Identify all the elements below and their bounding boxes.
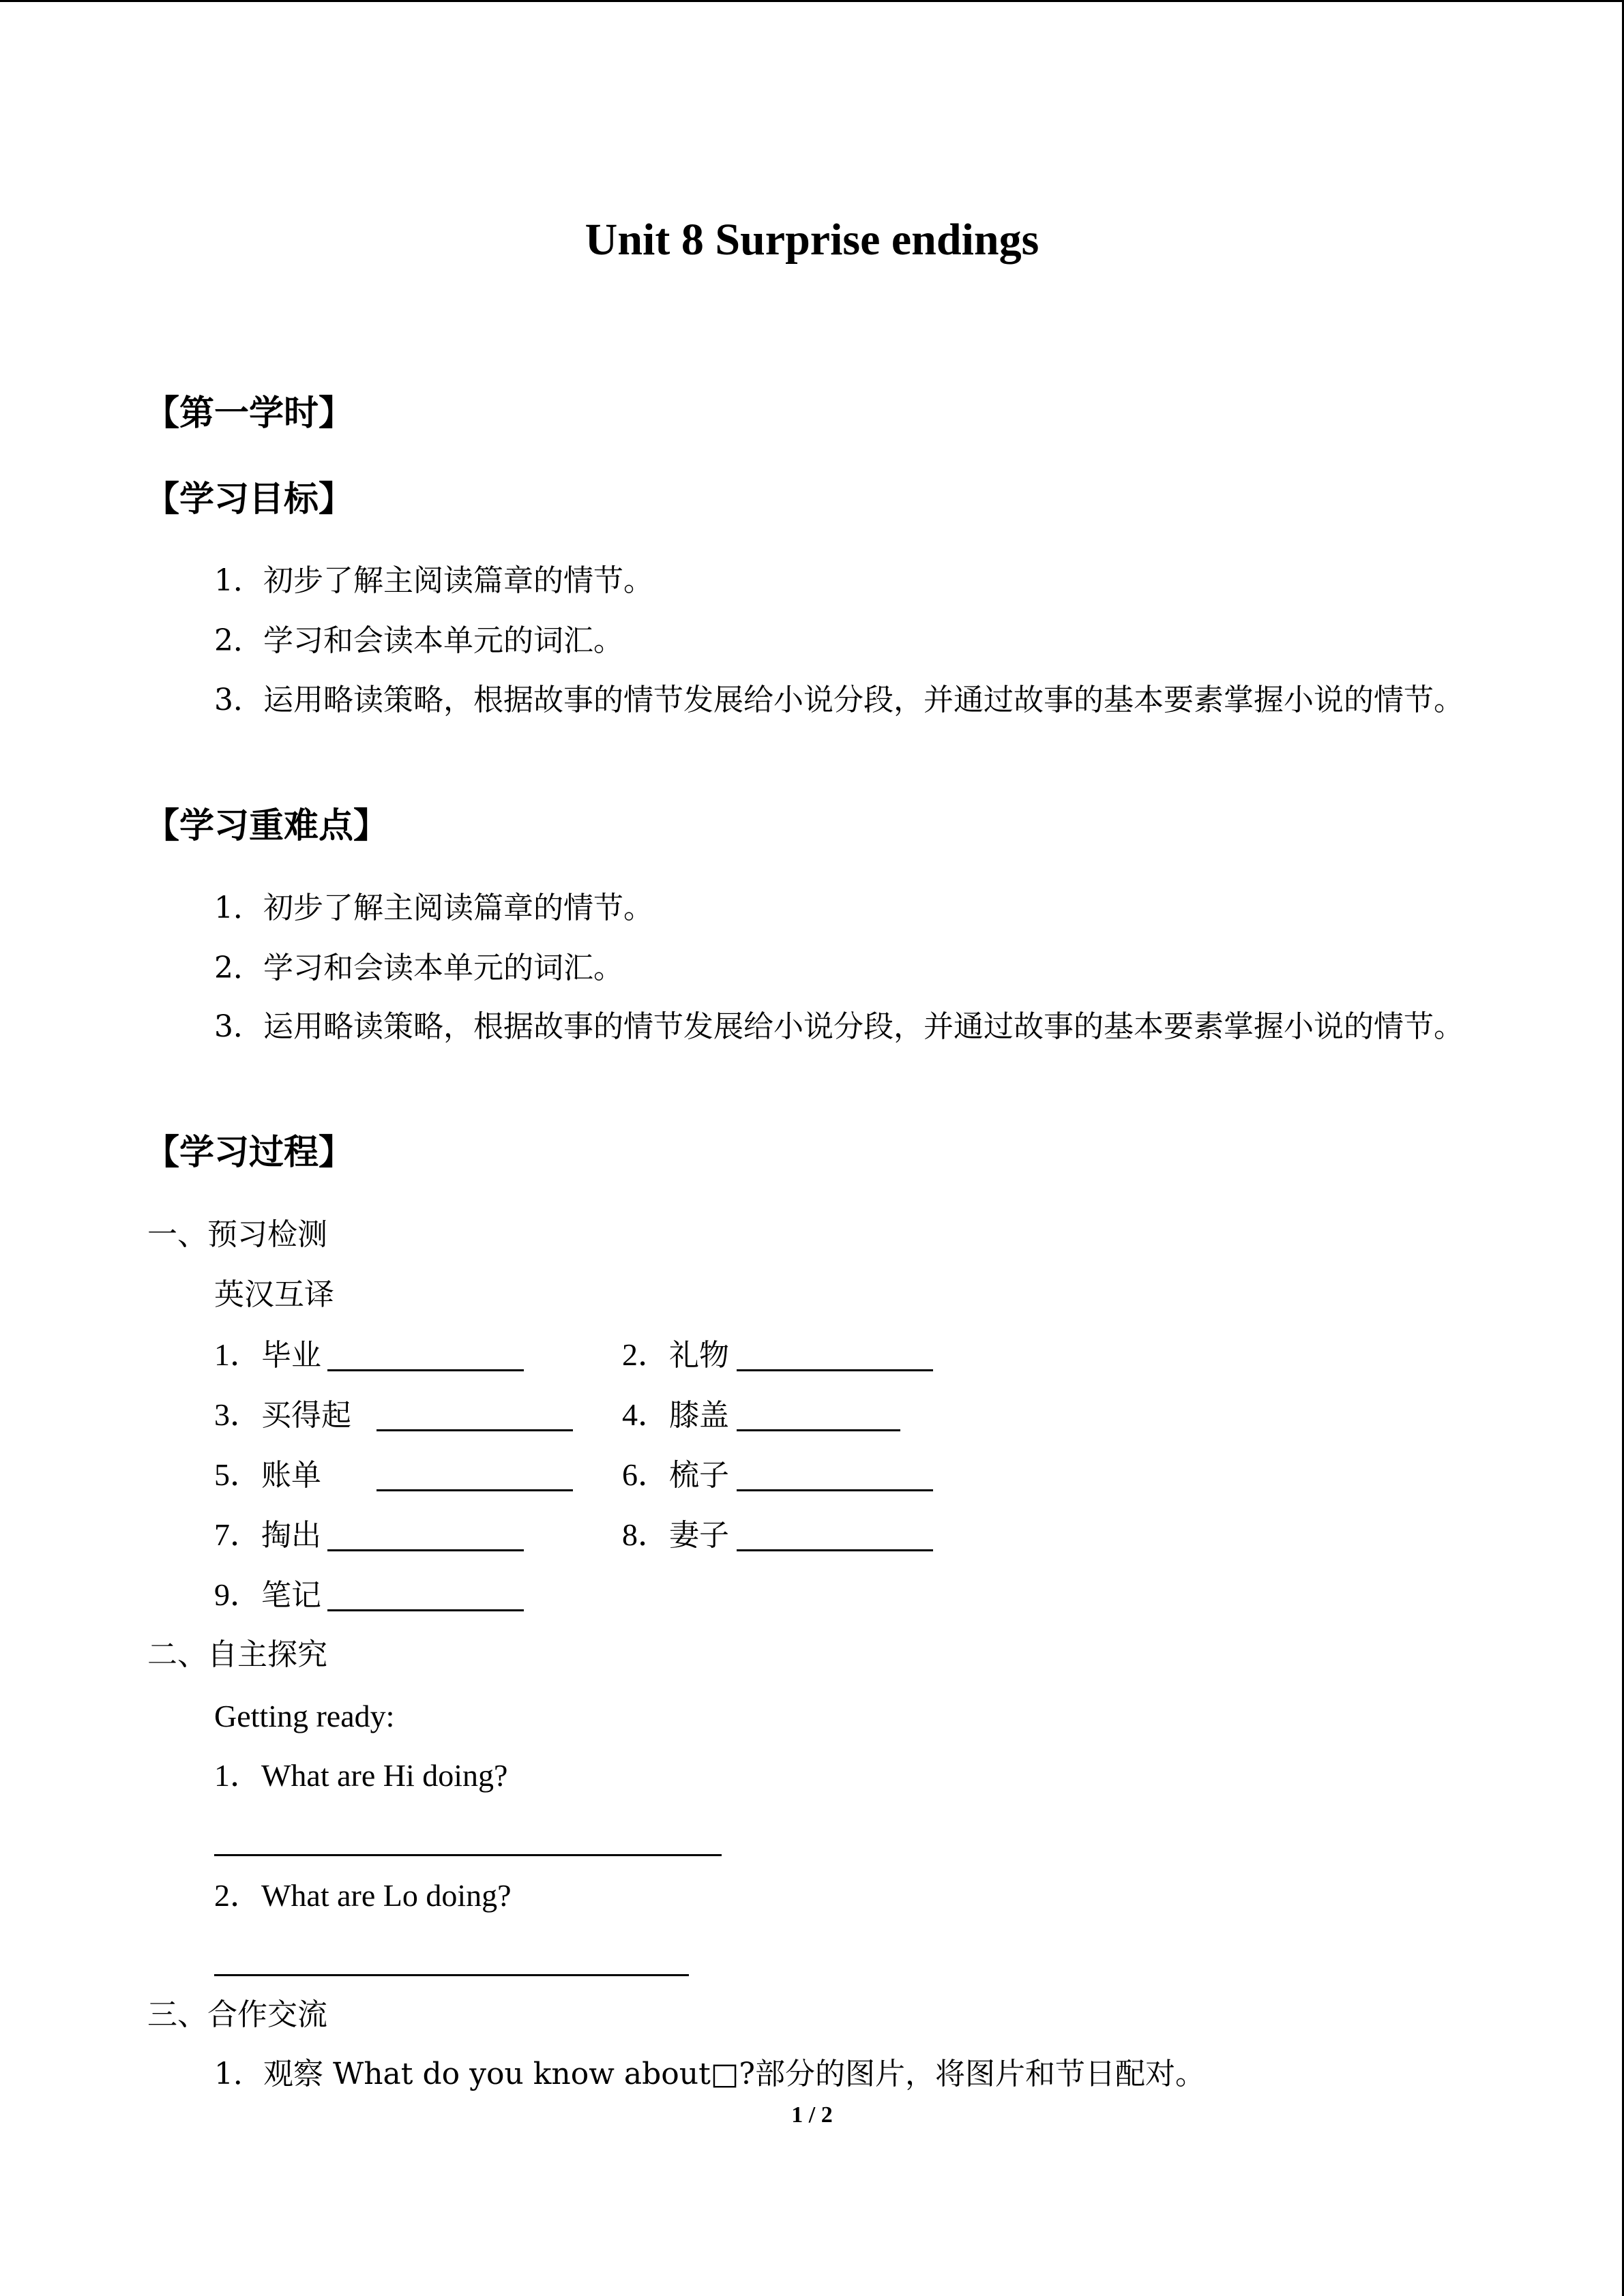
vocab-word: 毕业 (261, 1338, 321, 1373)
page-border-top (0, 0, 1624, 2)
vocab-item-2 (622, 1335, 729, 1376)
answer-blank-4[interactable] (737, 1429, 900, 1431)
vocab-item-4 (622, 1395, 729, 1436)
vocab-item-1 (214, 1335, 321, 1376)
section-3-title: 三、合作交流 (147, 1997, 327, 2032)
objective-item-3: 3．运用略读策略，根据故事的情节发展给小说分段，并通过故事的基本要素掌握小说的情节。 (214, 683, 1464, 717)
vocab-number: 8． (622, 1517, 669, 1552)
objective-item-2: 2．学习和会读本单元的词汇。 (214, 623, 623, 658)
vocab-number: 3． (214, 1397, 261, 1432)
vocab-item-9 (214, 1575, 321, 1616)
vocab-number: 6． (622, 1457, 669, 1492)
vocab-word: 梳子 (669, 1458, 729, 1493)
vocab-number: 5． (214, 1457, 261, 1492)
vocab-number: 2． (622, 1337, 669, 1372)
vocab-word: 掏出 (261, 1518, 321, 1553)
answer-blank-8[interactable] (737, 1549, 933, 1551)
vocab-item-7 (214, 1515, 321, 1556)
vocab-number: 9． (214, 1577, 261, 1612)
answer-blank-5[interactable] (377, 1489, 573, 1491)
section-1-title: 一、预习检测 (147, 1217, 327, 1252)
vocab-item-3 (214, 1395, 351, 1436)
heading-objectives: 【学习目标】 (145, 479, 354, 520)
answer-blank-1[interactable] (327, 1369, 524, 1371)
vocab-number: 7． (214, 1517, 261, 1552)
vocab-word: 买得起 (261, 1398, 351, 1433)
section-2-title: 二、自主探究 (147, 1637, 327, 1672)
section-1-subtitle: 英汉互译 (214, 1277, 334, 1312)
answer-line-q2[interactable] (214, 1974, 689, 1976)
answer-blank-9[interactable] (327, 1609, 524, 1611)
answer-blank-2[interactable] (737, 1369, 933, 1371)
vocab-number: 1． (214, 1337, 261, 1372)
vocab-number: 4． (622, 1397, 669, 1432)
vocab-item-5 (214, 1455, 321, 1496)
answer-blank-6[interactable] (737, 1489, 933, 1491)
document-title: Unit 8 Surprise endings (585, 215, 1039, 265)
heading-key-points: 【学习重难点】 (145, 806, 389, 846)
answer-line-q1[interactable] (214, 1854, 722, 1856)
question-2: 2．What are Lo doing? (214, 1878, 512, 1913)
vocab-word: 账单 (261, 1458, 321, 1493)
key-point-item-3: 3．运用略读策略，根据故事的情节发展给小说分段，并通过故事的基本要素掌握小说的情节。 (214, 1009, 1464, 1044)
section-3-item-1: 1．观察 What do you know about□?部分的图片，将图片和节日配对。 (214, 2057, 1205, 2091)
key-point-item-2: 2．学习和会读本单元的词汇。 (214, 951, 623, 985)
question-1: 1．What are Hi doing? (214, 1758, 508, 1793)
vocab-word: 礼物 (669, 1338, 729, 1373)
getting-ready-label: Getting ready: (214, 1699, 395, 1733)
page-number: 1 / 2 (791, 2102, 833, 2128)
answer-blank-7[interactable] (327, 1549, 524, 1551)
heading-process: 【学习过程】 (145, 1133, 354, 1173)
objective-item-1: 1．初步了解主阅读篇章的情节。 (214, 563, 653, 598)
vocab-word: 笔记 (261, 1578, 321, 1613)
heading-lesson: 【第一学时】 (145, 393, 354, 434)
answer-blank-3[interactable] (377, 1429, 573, 1431)
vocab-item-6 (622, 1455, 729, 1496)
key-point-item-1: 1．初步了解主阅读篇章的情节。 (214, 891, 653, 925)
vocab-word: 妻子 (669, 1518, 729, 1553)
vocab-item-8 (622, 1515, 729, 1556)
vocab-word: 膝盖 (669, 1398, 729, 1433)
